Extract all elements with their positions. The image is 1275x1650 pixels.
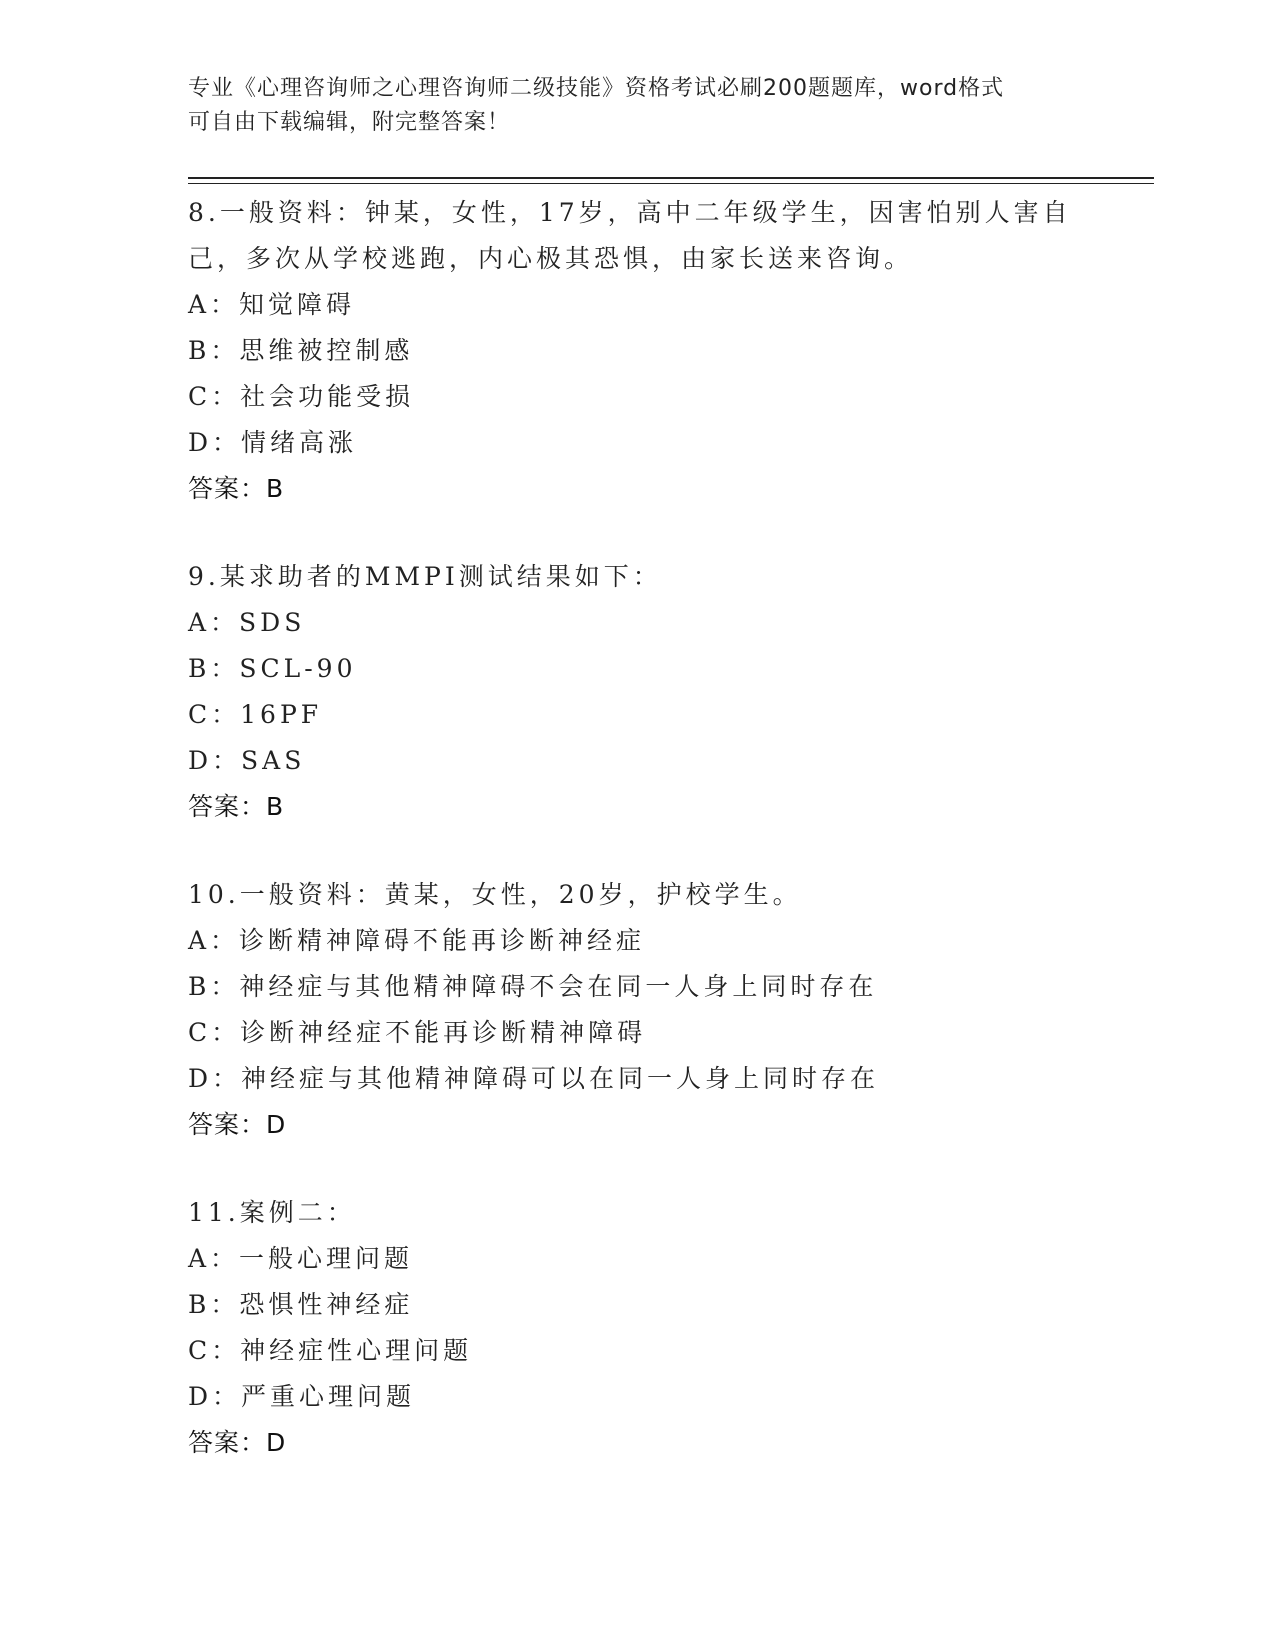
option-c: C：16PF [188,700,323,729]
header-divider-thin [188,183,1154,184]
header-line-1: 专业《心理咨询师之心理咨询师二级技能》资格考试必刷200题题库，word格式 [188,76,1005,101]
question-11 [188,1190,1088,1466]
option-c: C：社会功能受损 [188,382,415,411]
option-a: A：SDS [188,608,306,637]
header-line-2: 可自由下载编辑，附完整答案！ [188,110,511,135]
answer-line: 答案：B [188,792,285,821]
question-stem-line: 9.某求助者的MMPI测试结果如下： [188,562,662,591]
option-b: B：恐惧性神经症 [188,1290,414,1319]
option-b: B：神经症与其他精神障碍不会在同一人身上同时存在 [188,972,878,1001]
option-b: B：SCL-90 [188,654,357,683]
option-d: D：SAS [188,746,306,775]
question-list [188,190,1088,1508]
option-a: A：知觉障碍 [188,290,356,319]
option-d: D：情绪高涨 [188,428,358,457]
question-8 [188,190,1088,512]
document-header [188,72,1088,140]
answer-line: 答案：D [188,1428,287,1457]
question-stem-line: 己，多次从学校逃跑，内心极其恐惧，由家长送来咨询。 [188,244,914,273]
option-c: C：神经症性心理问题 [188,1336,473,1365]
answer-line: 答案：B [188,474,285,503]
option-a: A：诊断精神障碍不能再诊断神经症 [188,926,646,955]
option-a: A：一般心理问题 [188,1244,414,1273]
option-b: B：思维被控制感 [188,336,414,365]
question-stem-line: 11.案例二： [188,1198,356,1227]
answer-line: 答案：D [188,1110,287,1139]
header-divider-thick [188,177,1154,179]
option-c: C：诊断神经症不能再诊断精神障碍 [188,1018,647,1047]
question-9 [188,554,1088,830]
question-stem-line: 8.一般资料：钟某，女性，17岁，高中二年级学生，因害怕别人害自 [188,198,1072,227]
option-d: D：神经症与其他精神障碍可以在同一人身上同时存在 [188,1064,880,1093]
option-d: D：严重心理问题 [188,1382,416,1411]
question-10 [188,872,1088,1148]
question-stem-line: 10.一般资料：黄某，女性，20岁，护校学生。 [188,880,802,909]
